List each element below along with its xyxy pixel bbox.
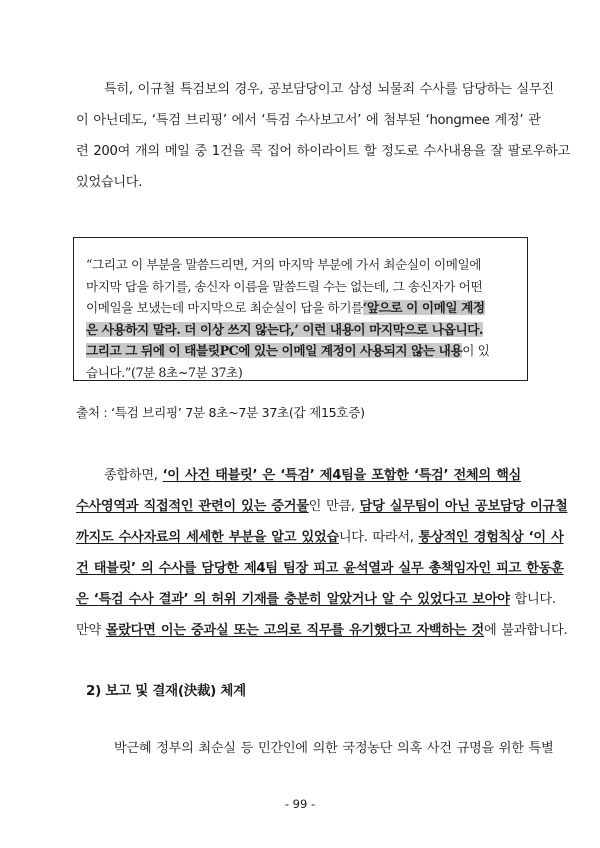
paragraph-intro	[76, 74, 571, 198]
paragraph-line	[76, 584, 556, 615]
quote-text: 이메일을 보냈는데 마지막으로 최순실이 답을 하기를	[86, 300, 363, 315]
emphasis-text: 몰랐다면 이는 중과실 또는 고의로 직무를 유기했다고 자백하는 것	[105, 623, 484, 638]
text: 만약	[76, 623, 106, 638]
emphasis-text: ‘이 사건 태블릿’ 은 ‘특검’ 제4팀을 포함한 ‘특검’ 전체의 핵심	[162, 468, 521, 483]
paragraph-background	[76, 733, 554, 764]
paragraph-line: 련 200여 개의 메일 중 1건을 콕 집어 하이라이트 할 정도로 수사내용을 잘 팔로우하고	[76, 144, 571, 159]
emphasis-text: 까지도 수사자료의 세세한 부분을 알고 있었습	[76, 530, 339, 545]
section-heading: 2) 보고 및 결재(決裁) 체계	[86, 683, 246, 699]
text: 인 만큼,	[308, 499, 360, 514]
quote-highlight: 은 사용하지 말라. 더 이상 쓰지 않는다,’ 이런 내용이 마지막으로 나옵니다.	[86, 321, 483, 337]
quote-box	[73, 237, 528, 381]
quote-text: 이 있	[462, 343, 490, 358]
quote-line	[86, 340, 519, 362]
paragraph-line: 특히, 이규철 특검보의 경우, 공보담당이고 삼성 뇌물죄 수사를 담당하는 실무진	[104, 82, 554, 97]
emphasis-text: 수사영역과 직접적인 관련이 있는 증거물	[76, 499, 309, 514]
quote-line	[86, 297, 519, 319]
paragraph-line	[76, 460, 528, 491]
quote-highlight: ‘앞으로 이 이메일 계정	[362, 300, 485, 315]
quote-line: “그리고 이 부분을 말씀드리면, 거의 마지막 부분에 가서 최순실이 이메일에	[86, 257, 482, 272]
emphasis-text: 은 ‘특검 수사 결과’ 의 허위 기재를 충분히 알았거나 알 수 있었다고 보아야	[76, 592, 510, 607]
emphasis-text: 통상적인 경험칙상 ‘이 사	[418, 530, 564, 545]
text: 에 불과합니다.	[483, 623, 568, 638]
paragraph-summary	[76, 460, 568, 646]
text: 종합하면,	[104, 468, 163, 483]
text: 니다. 따라서,	[338, 530, 419, 545]
emphasis-text: 건 태블릿’ 의 수사를 담당한 제4팀 팀장 피고 윤석열과 실무 총책임자인 피고 한동훈	[76, 561, 564, 576]
text: 합니다.	[509, 592, 556, 607]
quote-line: 마지막 답을 하기를, 송신자 이름을 말씀드릴 수는 없는데, 그 송신자가 어떤	[86, 278, 483, 294]
paragraph-line: 이 아닌데도, ‘특검 브리핑’ 에서 ‘특검 수사보고서’ 에 첨부된 ‘hongmee 계정’ 관	[76, 113, 541, 128]
paragraph-line: 있었습니다.	[76, 175, 143, 190]
paragraph-line	[76, 491, 568, 522]
paragraph-line	[76, 522, 564, 553]
quote-highlight: 그리고 그 뒤에 이 태블릿PC에 있는 이메일 계정이 사용되지 않는 내용	[86, 343, 463, 358]
quote-line: 습니다.”(7분 8초~7분 37초)	[86, 364, 243, 380]
paragraph-line: 박근혜 정부의 최순실 등 민간인에 의한 국정농단 의혹 사건 규명을 위한 특별	[114, 741, 554, 756]
paragraph-line	[76, 615, 568, 646]
paragraph-line	[76, 553, 564, 584]
source-caption: 출처 : ‘특검 브리핑’ 7분 8초~7분 37초(갑 제15호증)	[76, 405, 365, 420]
quote-line	[86, 319, 519, 341]
emphasis-text: 담당 실무팀이 아닌 공보담당 이규철	[359, 499, 568, 514]
page-number: - 99 -	[284, 797, 316, 811]
